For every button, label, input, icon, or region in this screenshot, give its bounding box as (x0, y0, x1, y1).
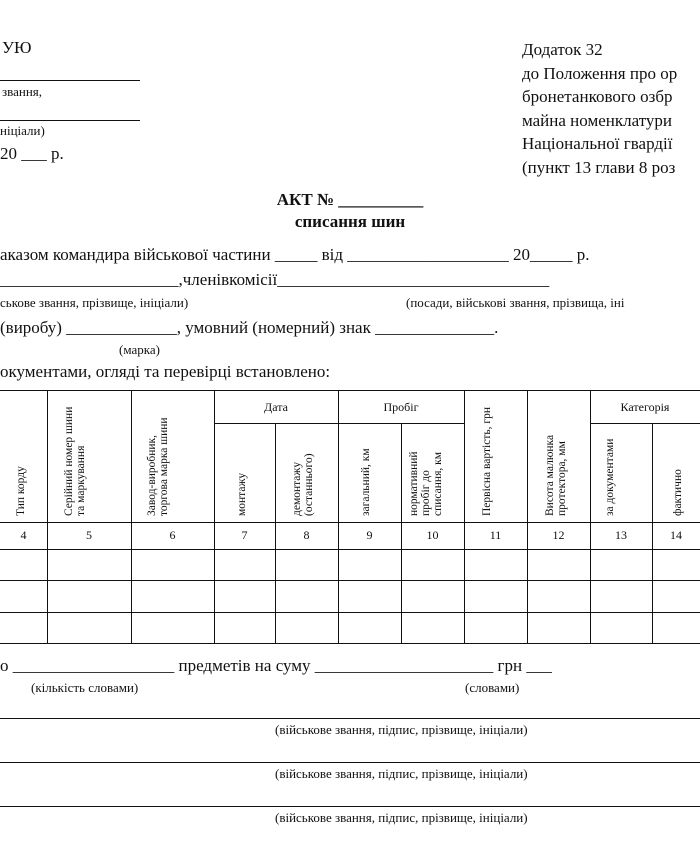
table-bottom-border (0, 643, 700, 644)
col-number: 5 (86, 528, 92, 542)
approval-name-line (0, 120, 140, 121)
header-tread-height: Висота малюнка протектора, мм (544, 434, 568, 516)
header-tire-cord: Тип корду (15, 466, 27, 516)
col-number: 4 (20, 528, 27, 542)
signature-line-2 (0, 762, 700, 763)
act-subtitle: списання шин (294, 212, 406, 231)
order-line: аказом командира військової частини _____ від ___________________ 20_____ р. (0, 245, 590, 264)
act-title: АКТ № __________ (276, 190, 424, 209)
header-initial-cost: Первісна вартість, грн (481, 407, 493, 516)
header-category-docs: за документами (604, 438, 616, 516)
approval-rank-hint: звання, (2, 84, 43, 99)
approval-rank-line (0, 80, 140, 81)
header-total-mileage: загальний, км (360, 448, 372, 516)
header-category-actual: фактично (672, 469, 684, 516)
col-number: 8 (303, 528, 310, 542)
col-number: 6 (169, 528, 176, 542)
signature-line-3 (0, 806, 700, 807)
header-serial-number: Серійний номер шини та маркування (63, 406, 87, 516)
signature-hint-3: (військове звання, підпис, прізвище, ініціали) (275, 810, 528, 825)
product-line: (виробу) _____________, умовний (номерний) знак ______________. (0, 318, 499, 337)
commission-hint-right: (посади, військові звання, прізвища, іні (406, 295, 625, 310)
col-number: 7 (241, 528, 248, 542)
signature-hint-1: (військове звання, підпис, прізвище, ініціали) (275, 722, 528, 737)
header-mileage-group: Пробіг (383, 400, 419, 414)
table-header-bottom (0, 522, 700, 523)
commission-line: _____________________,членівкомісії________________________________ (0, 270, 550, 289)
header-manufacturer: Завод-виробник, торгова марка шини (146, 417, 170, 516)
header-date-group: Дата (264, 400, 288, 414)
signature-line-1 (0, 718, 700, 719)
col-number: 13 (615, 528, 627, 542)
table-number-row-bottom (0, 549, 700, 550)
product-brand-hint: (марка) (119, 342, 160, 357)
header-category-group: Категорія (620, 400, 670, 414)
signature-hint-2: (військове звання, підпис, прізвище, ініціали) (275, 766, 528, 781)
header-dismount-date: демонтажу (останнього) (291, 453, 315, 516)
appendix-line-4: майна номенклатури (522, 110, 673, 130)
col-number: 14 (670, 528, 682, 542)
sum-words-hint: (словами) (465, 680, 520, 695)
header-norm-mileage: нормативний пробіг до списання, км (408, 451, 444, 516)
col-number: 12 (552, 528, 565, 542)
approval-date: 20 ___ р. (0, 144, 64, 163)
header-mount-date: монтажу (236, 472, 248, 516)
appendix-number: Додаток 32 (522, 40, 603, 59)
established-line: окументами, огляді та перевірці встановлено: (0, 362, 331, 381)
total-sum-line: о ___________________ предметів на суму _____________________ грн ___ (0, 656, 552, 675)
approval-heading: УЮ (2, 38, 32, 57)
table-row-line-1 (0, 580, 700, 581)
commission-hint-left: ськове звання, прізвище, ініціали) (0, 295, 189, 310)
col-number: 10 (426, 528, 439, 542)
table-header-row (0, 390, 700, 522)
appendix-line-5: Національної гвардії (522, 134, 673, 153)
quantity-words-hint: (кількість словами) (31, 680, 139, 695)
col-number: 11 (489, 528, 502, 542)
appendix-line-2: до Положення про ор (522, 63, 678, 83)
col-number: 9 (366, 528, 373, 542)
approval-initials-hint: ніціали) (0, 123, 45, 138)
appendix-line-3: бронетанкового озбр (522, 87, 673, 106)
appendix-block (522, 38, 677, 179)
appendix-line-6: (пункт 13 глави 8 роз (522, 157, 676, 177)
table-row-line-2 (0, 612, 700, 613)
